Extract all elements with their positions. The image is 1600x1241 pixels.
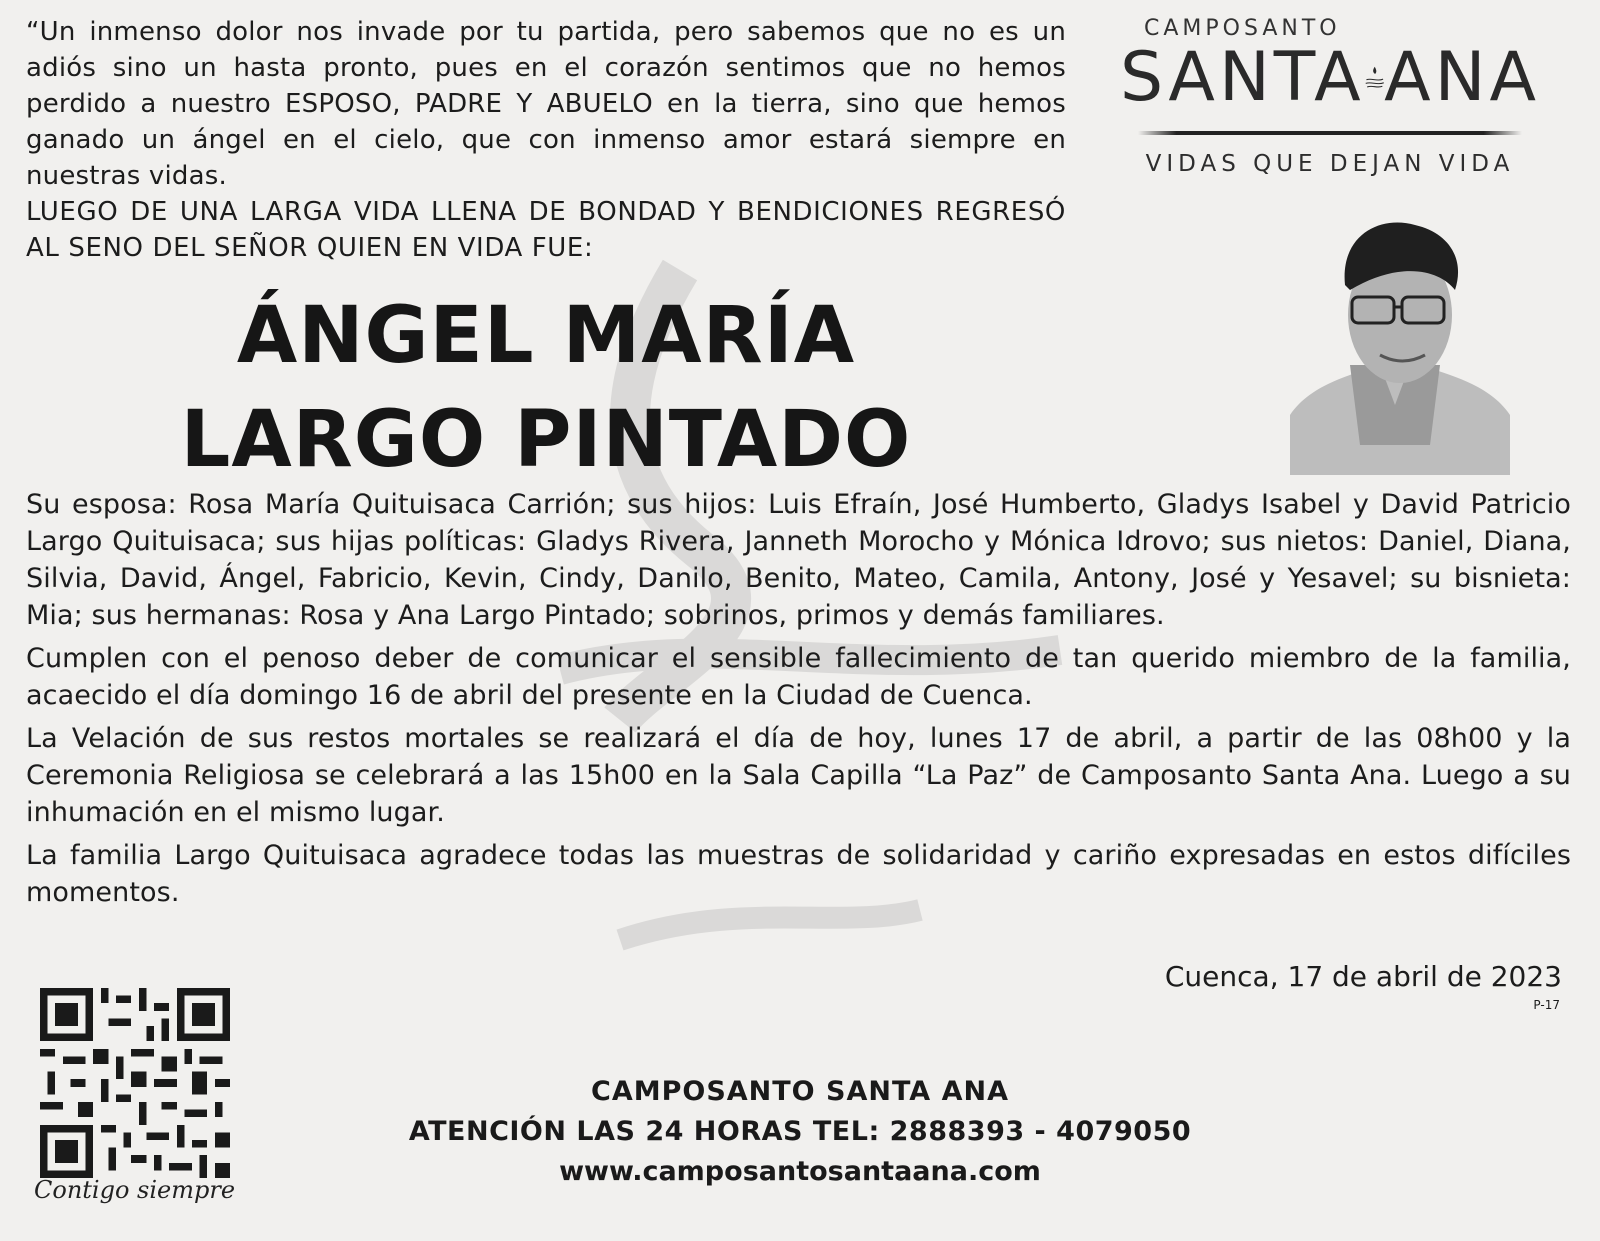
qr-code[interactable] xyxy=(40,988,230,1178)
date-line: Cuenca, 17 de abril de 2023 xyxy=(1164,960,1562,993)
name-line-1: ÁNGEL MARÍA xyxy=(236,291,856,381)
deceased-name xyxy=(26,284,1066,492)
logo-word-left: SANTA xyxy=(1120,38,1365,117)
footer-website[interactable]: www.camposantosantaana.com xyxy=(559,1156,1041,1187)
contigo-slogan: Contigo siempre xyxy=(34,1176,236,1204)
thanks-paragraph: La familia Largo Quituisaca agradece todas las muestras de solidaridad y cariño expresadas en estos difíciles momentos. xyxy=(26,840,1571,908)
camposanto-logo xyxy=(1120,16,1540,177)
family-paragraph: Su esposa: Rosa María Quituisaca Carrión; sus hijos: Luis Efraín, José Humberto, Gladys Isabel y David Patricio Largo Quituisaca; sus hijas políticas: Gladys Rivera, Janneth Morocho y Mónica Idrovo; sus nietos: Daniel, Diana, Silvia, David, Ángel, Fabricio, Kevin, Cindy, Danilo, Benito, Mateo, Camila, Antony, José y Yesavel; su bisnieta: Mia; sus hermanas: Rosa y Ana Largo Pintado; sobrinos, primos y demás familiares. xyxy=(26,489,1571,631)
intro-text xyxy=(26,14,1066,266)
flame-icon xyxy=(1365,43,1385,113)
intro-quote: “Un inmenso dolor nos invade por tu partida, pero sabemos que no es un adiós sino un hasta pronto, pues en el corazón sentimos que no hemos perdido a nuestro ESPOSO, PADRE Y ABUELO en la tierra, sino que hemos ganado un ángel en el cielo, que con inmenso amor estará siempre en nuestras vidas. xyxy=(26,17,1066,191)
announcement-paragraph: Cumplen con el penoso deber de comunicar el sensible fallecimiento de tan querido miembro de la familia, acaecido el día domingo 16 de abril del presente en la Ciudad de Cuenca. xyxy=(26,643,1571,711)
logo-tagline: VIDAS QUE DEJAN VIDA xyxy=(1145,151,1515,177)
name-line-2: LARGO PINTADO xyxy=(180,395,912,485)
page-number: P-17 xyxy=(1533,998,1560,1012)
logo-word-right: ANA xyxy=(1384,38,1540,117)
body-text xyxy=(26,486,1571,917)
deceased-portrait xyxy=(1290,215,1510,475)
intro-caps: LUEGO DE UNA LARGA VIDA LLENA DE BONDAD Y BENDICIONES REGRESÓ AL SENO DEL SEÑOR QUIEN EN VIDA FUE: xyxy=(26,197,1066,263)
footer-company: CAMPOSANTO SANTA ANA xyxy=(591,1076,1009,1107)
footer-phone: ATENCIÓN LAS 24 HORAS TEL: 2888393 - 4079050 xyxy=(408,1116,1192,1147)
contact-footer xyxy=(300,1072,1300,1192)
logo-wordmark xyxy=(1120,38,1540,117)
logo-small-text: CAMPOSANTO xyxy=(1144,16,1341,41)
ceremony-paragraph: La Velación de sus restos mortales se realizará el día de hoy, lunes 17 de abril, a partir de las 08h00 y la Ceremonia Religiosa se celebrará a las 15h00 en la Sala Capilla “La Paz” de Camposanto Santa Ana. Luego a su inhumación en el mismo lugar. xyxy=(26,723,1571,828)
logo-divider xyxy=(1138,131,1522,135)
